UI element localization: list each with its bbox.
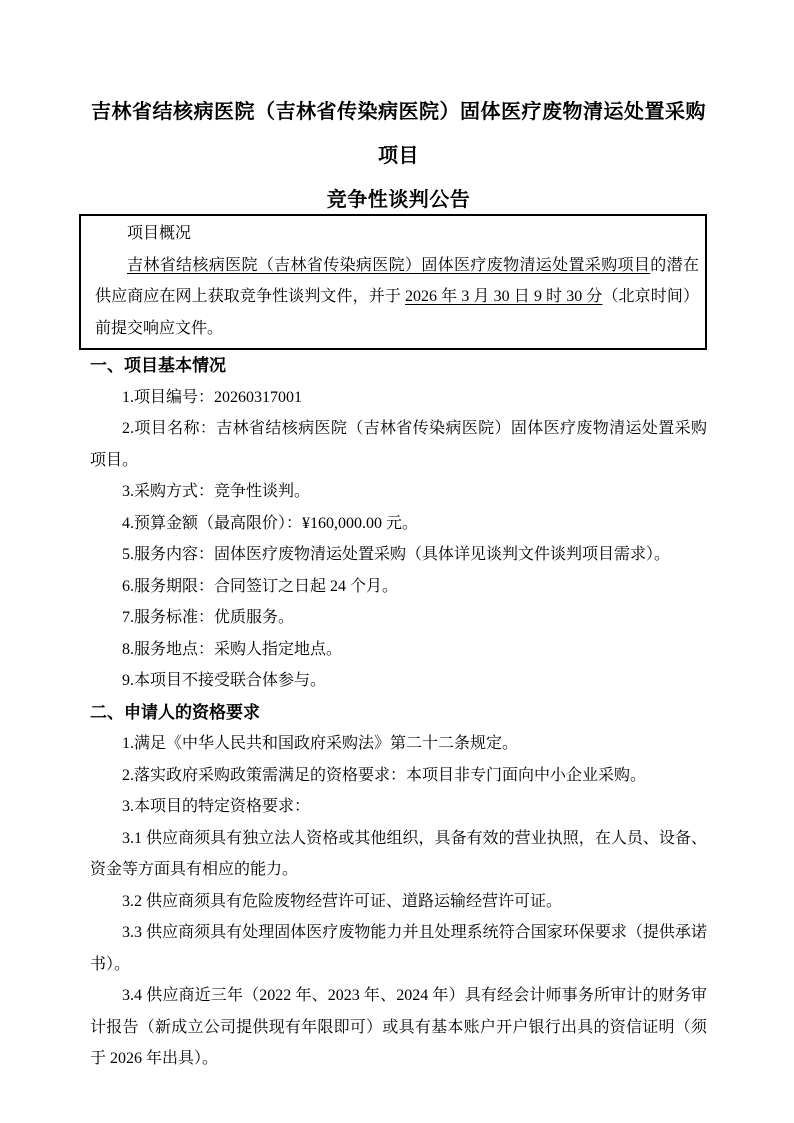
item-qualification-law: 1.满足《中华人民共和国政府采购法》第二十二条规定。 (122, 735, 519, 752)
item-project-number: 1.项目编号：20260317001 (122, 388, 303, 406)
item-qualification-3-4: 3.4 供应商近三年（2022 年、2023 年、2024 年）具有经会计师事务所审计的财务审计报告（新成立公司提供现有年限即可）或具有基本账户开户银行出具的资信证明（须于 2026 年出具）。 (90, 987, 707, 1067)
overview-label: 项目概况 (127, 225, 192, 242)
item-budget-amount: 4.预算金额（最高限价）：¥160,000.00 元。 (122, 514, 419, 532)
overview-text-tail: （北京时间）前提交响应文件。 (95, 288, 699, 337)
item-service-location: 8.服务地点：采购人指定地点。 (122, 640, 343, 658)
document-title (90, 90, 707, 222)
project-overview-box (79, 214, 707, 350)
title-line-1: 吉林省结核病医院（吉林省传染病医院）固体医疗废物清运处置采购项目 (91, 101, 706, 167)
item-qualification-3-2: 3.2 供应商须具有危险废物经营许可证、道路运输经营许可证。 (122, 892, 563, 910)
item-procurement-method: 3.采购方式：竞争性谈判。 (122, 483, 311, 500)
project-name-underlined: 吉林省结核病医院（吉林省传染病医院）固体医疗废物清运处置采购项目 (127, 256, 651, 274)
item-consortium-note: 9.本项目不接受联合体参与。 (122, 672, 327, 689)
item-service-term: 6.服务期限：合同签订之日起 24 个月。 (122, 577, 399, 595)
title-line-2: 竞争性谈判公告 (326, 189, 471, 211)
item-qualification-3-3: 3.3 供应商须具有处理固体医疗废物能力并且处理系统符合国家环保要求（提供承诺书）。 (90, 924, 707, 973)
section-1-heading: 一、项目基本情况 (90, 356, 226, 375)
overview-paragraph (95, 250, 699, 345)
item-service-content: 5.服务内容：固体医疗废物清运处置采购（具体详见谈判文件谈判项目需求）。 (122, 546, 671, 563)
overview-text-mid: 的潜在供应商应在网上获取竞争性谈判文件，并于 (95, 256, 699, 305)
section-2-heading: 二、申请人的资格要求 (90, 702, 260, 722)
item-project-name: 2.项目名称：吉林省结核病医院（吉林省传染病医院）固体医疗废物清运处置采购项目。 (90, 420, 707, 469)
item-qualification-3-1: 3.1 供应商须具有独立法人资格或其他组织，具备有效的营业执照，在人员、设备、资金等方面具有相应的能力。 (90, 829, 707, 878)
item-qualification-specific-intro: 3.本项目的特定资格要求： (122, 798, 311, 815)
deadline-underlined: 2026 年 3 月 30 日 9 时 30 分 (405, 288, 603, 305)
item-qualification-policy: 2.落实政府采购政策需满足的资格要求：本项目非专门面向中小企业采购。 (122, 766, 647, 784)
item-service-standard: 7.服务标准：优质服务。 (122, 609, 295, 626)
